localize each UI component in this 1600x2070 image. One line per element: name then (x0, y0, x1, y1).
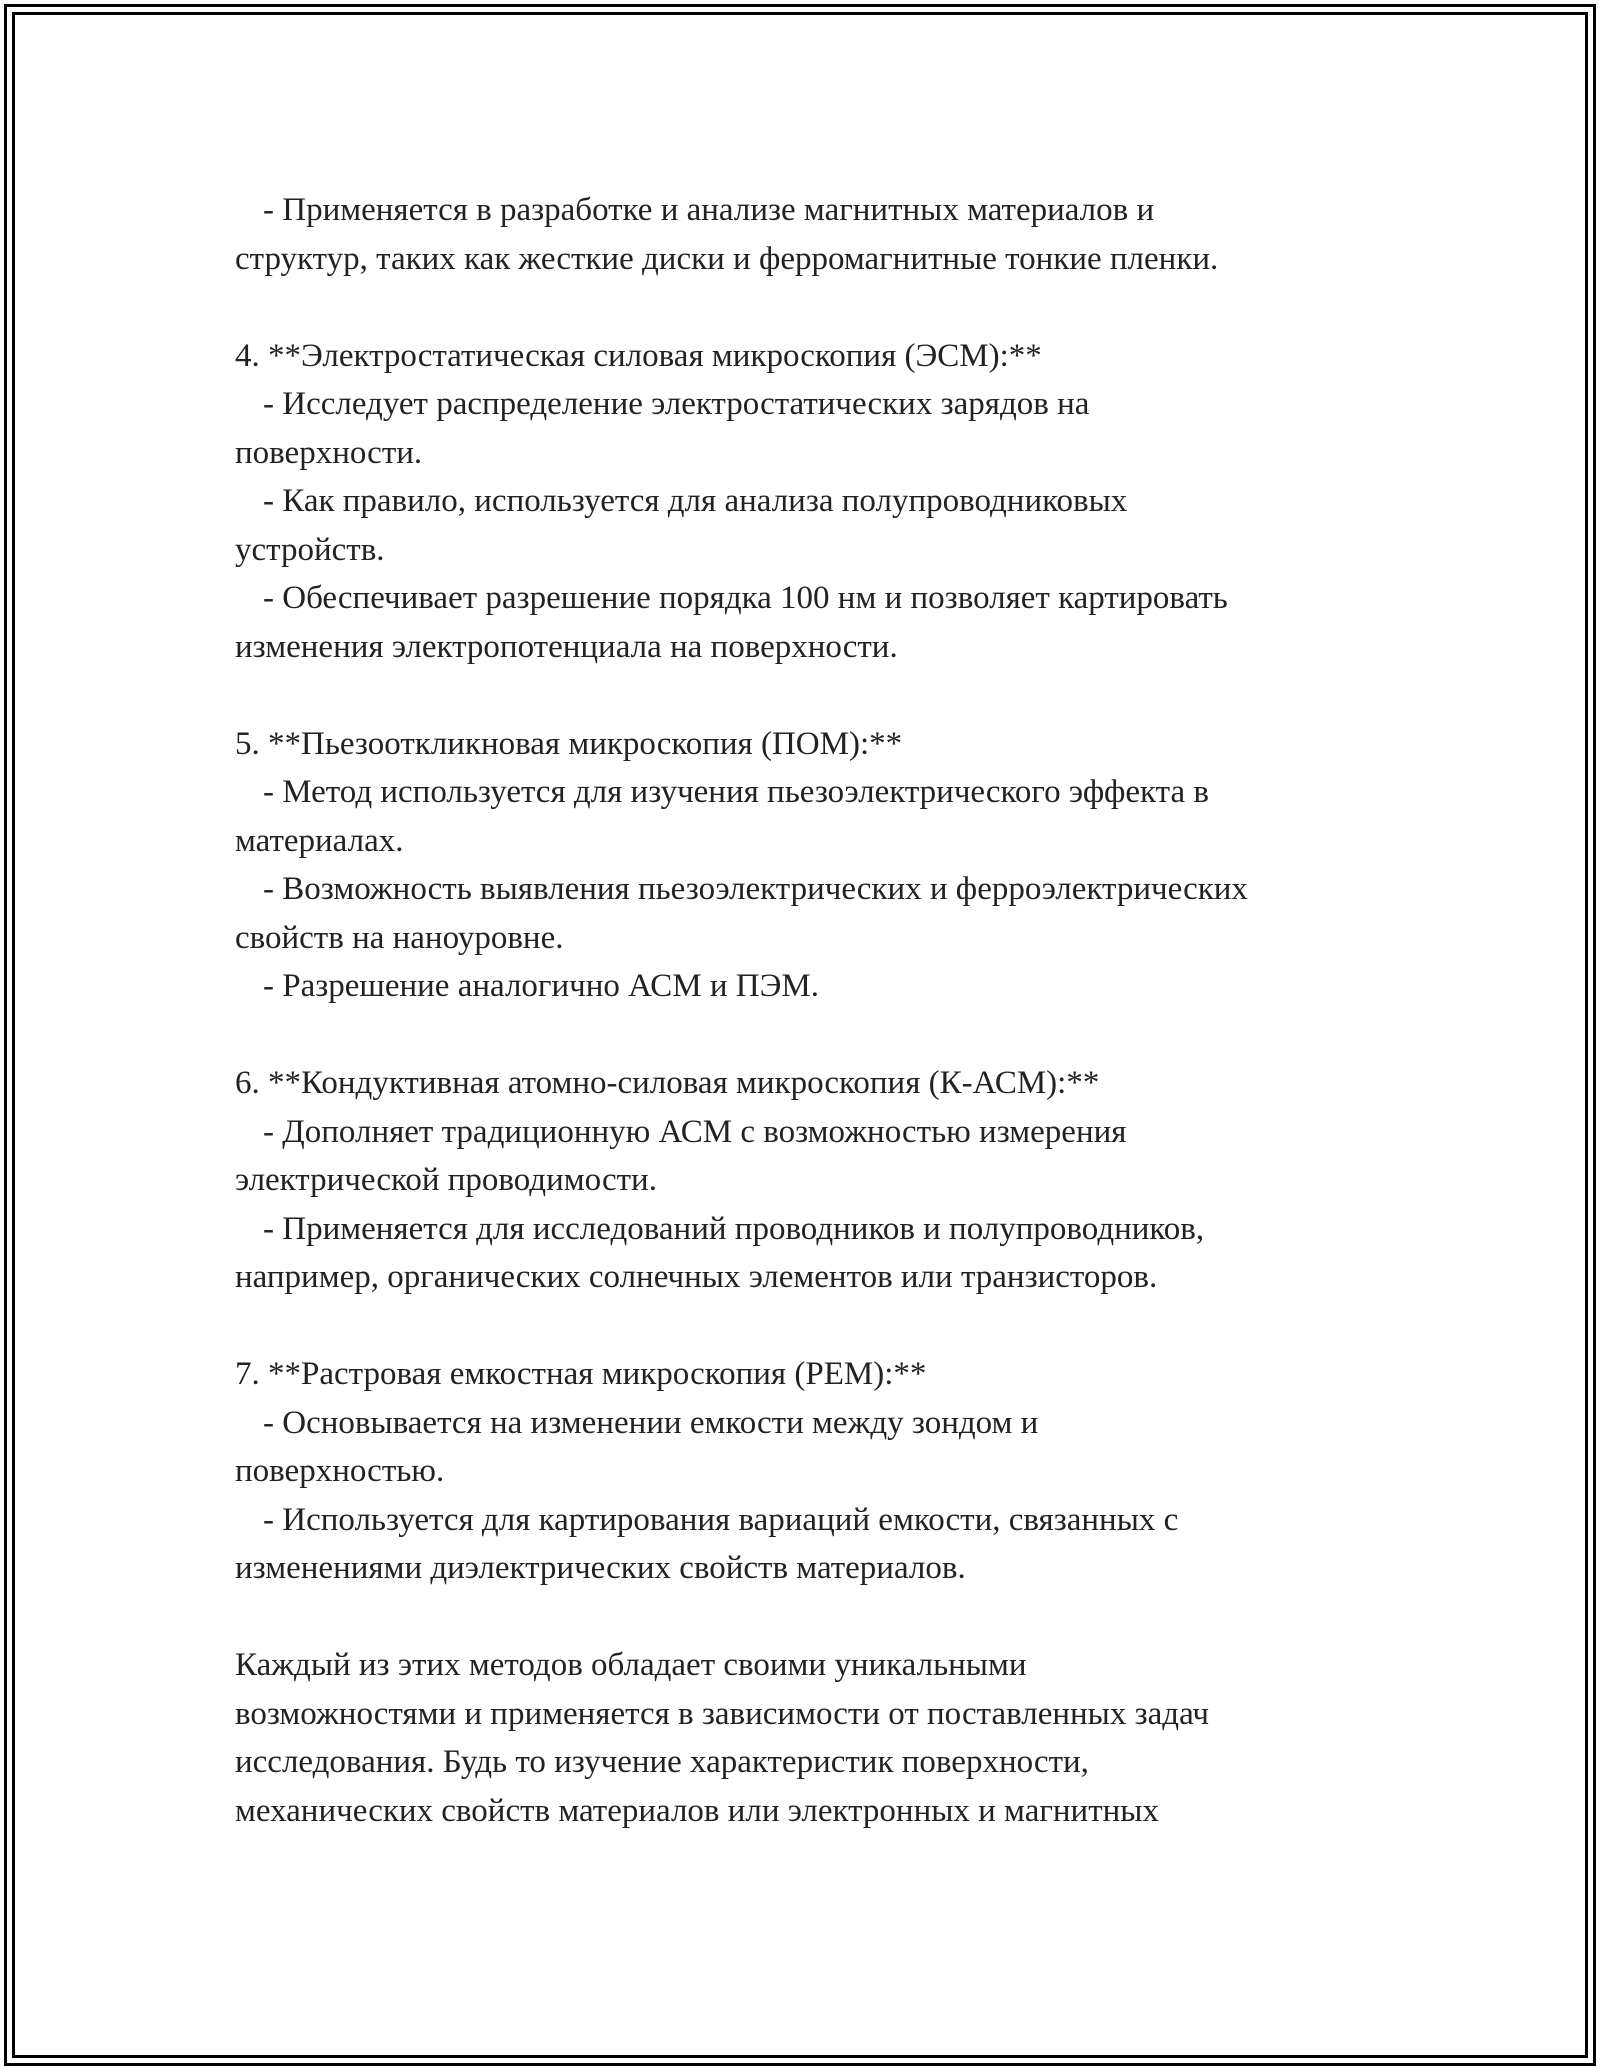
text-line: - Дополняет традиционную АСМ с возможностью измерения (263, 1113, 1127, 1150)
blank-line (235, 1302, 1435, 1351)
text-line: - Метод используется для изучения пьезоэлектрического эффекта в (263, 774, 1209, 810)
text-line: поверхности. (235, 434, 423, 471)
blank-line (235, 283, 1435, 332)
text-line: изменениями диэлектрических свойств материалов. (235, 1550, 966, 1586)
text-line: 4. **Электростатическая силовая микроскопия (ЭСМ):** (235, 337, 1042, 374)
text-line: электрической проводимости. (235, 1162, 657, 1198)
text-line: исследования. Будь то изучение характеристик поверхности, (235, 1744, 1089, 1780)
text-line: материалах. (235, 822, 404, 859)
text-line: - Используется для картирования вариаций емкости, связанных с (263, 1501, 1179, 1538)
text-line: - Обеспечивает разрешение порядка 100 нм и позволяет картировать (263, 580, 1228, 616)
text-line: механических свойств материалов или электронных и магнитных (235, 1792, 1159, 1829)
text-line: изменения электропотенциала на поверхности. (235, 628, 898, 665)
text-line: возможностями и применяется в зависимости от поставленных задач (235, 1695, 1209, 1732)
text-line: 6. **Кондуктивная атомно-силовая микроскопия (К-АСМ):** (235, 1065, 1100, 1101)
text-line: - Основывается на изменении емкости между зондом и (263, 1404, 1039, 1441)
text-line: - Применяется для исследований проводников и полупроводников, (263, 1210, 1205, 1247)
text-line: устройств. (235, 531, 385, 568)
text-line: поверхностью. (235, 1453, 445, 1489)
blank-line (235, 1593, 1435, 1642)
text-line: - Применяется в разработке и анализе магнитных материалов и (263, 192, 1155, 228)
text-line: - Как правило, используется для анализа полупроводниковых (263, 483, 1128, 519)
text-line: структур, таких как жесткие диски и ферромагнитные тонкие пленки. (235, 240, 1219, 277)
blank-line (235, 1011, 1435, 1060)
text-line: - Возможность выявления пьезоэлектрических и ферроэлектрических (263, 871, 1248, 907)
document-body (235, 186, 1435, 1835)
text-line: - Разрешение аналогично АСМ и ПЭМ. (263, 968, 820, 1004)
text-line: 7. **Растровая емкостная микроскопия (РЕМ):** (235, 1356, 927, 1392)
text-line: - Исследует распределение электростатических зарядов на (263, 386, 1090, 422)
blank-line (235, 671, 1435, 720)
text-line: 5. **Пьезооткликновая микроскопия (ПОМ):** (235, 725, 903, 762)
text-line: Каждый из этих методов обладает своими уникальными (235, 1647, 1027, 1683)
text-line: свойств на наноуровне. (235, 919, 564, 956)
text-line: например, органических солнечных элементов или транзисторов. (235, 1259, 1158, 1295)
